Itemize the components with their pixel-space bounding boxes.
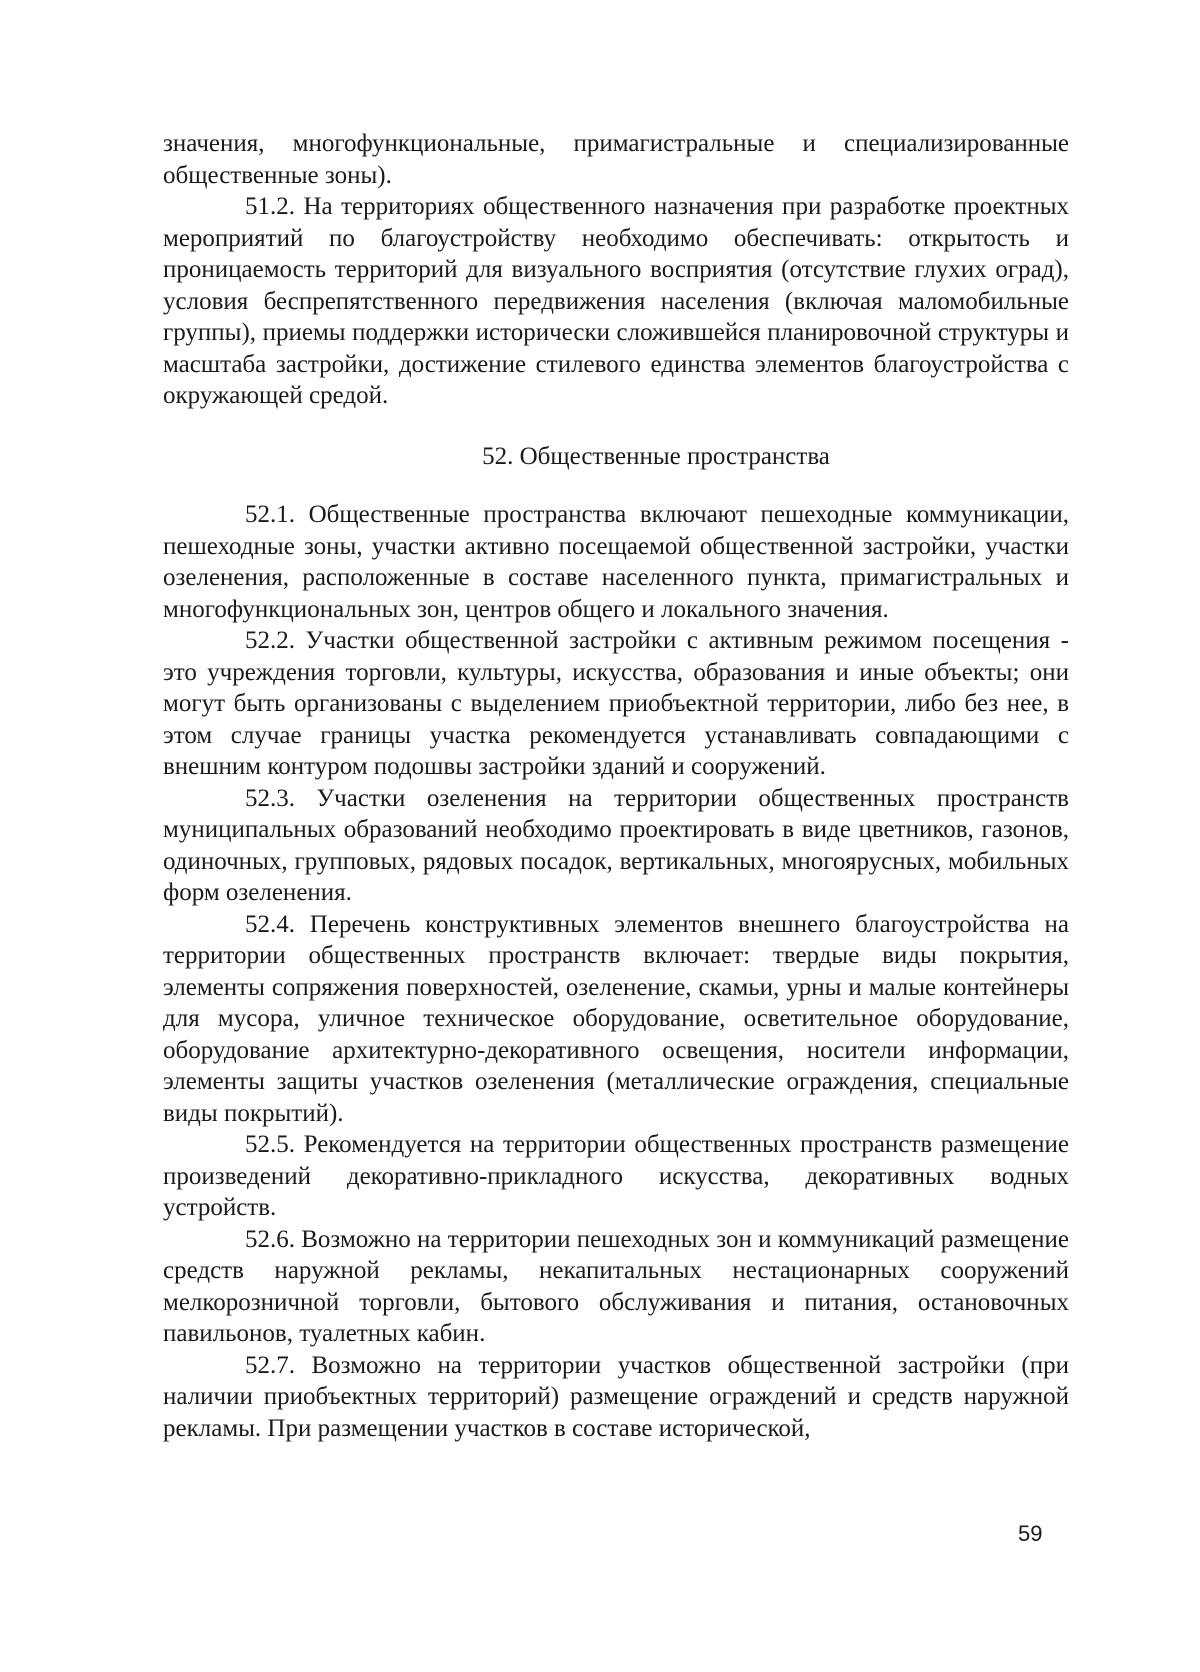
paragraph-51-2: 51.2. На территориях общественного назначения при разработке проектных мероприятий по благоустройству необходимо обеспечивать: открытость и проницаемость территорий для визуального восприятия (отсутствие глухих оград), условия беспрепятственного передвижения населения (включая маломобильные группы), приемы поддержки исторически сложившейся планировочной структуры и масштаба застройки, достижение стилевого единства элементов благоустройства с окружающей средой.	[163, 193, 1069, 409]
page-body	[163, 128, 1069, 1444]
paragraph-continued: значения, многофункциональные, примагистральные и специализированные общественные зоны).	[163, 130, 1069, 189]
section-heading: 52. Общественные пространства	[482, 442, 830, 470]
page-number: 59	[1018, 1521, 1043, 1546]
paragraph-52-2: 52.2. Участки общественной застройки с активным режимом посещения - это учреждения торговли, культуры, искусства, образования и иные объекты; они могут быть организованы с выделением приобъектной территории, либо без нее, в этом случае границы участка рекомендуется устанавливать совпадающими с внешним контуром подошвы застройки зданий и сооружений.	[163, 627, 1069, 780]
paragraph-52-4: 52.4. Перечень конструктивных элементов внешнего благоустройства на территории общественных пространств включает: твердые виды покрытия, элементы сопряжения поверхностей, озеленение, скамьи, урны и малые контейнеры для мусора, уличное техническое оборудование, осветительное оборудование, оборудование архитектурно-декоративного освещения, носители информации, элементы защиты участков озеленения (металлические ограждения, специальные виды покрытий).	[163, 910, 1069, 1127]
paragraph-52-5: 52.5. Рекомендуется на территории общественных пространств размещение произведений декоративно-прикладного искусства, декоративных водных устройств.	[163, 1131, 1069, 1221]
paragraph-52-1: 52.1. Общественные пространства включают пешеходные коммуникации, пешеходные зоны, участки активно посещаемой общественной застройки, участки озеленения, расположенные в составе населенного пункта, примагистральных и многофункциональных зон, центров общего и локального значения.	[163, 501, 1069, 623]
paragraph-52-3: 52.3. Участки озеленения на территории общественных пространств муниципальных образований необходимо проектировать в виде цветников, газонов, одиночных, групповых, рядовых посадок, вертикальных, многоярусных, мобильных форм озеленения.	[163, 784, 1069, 906]
paragraph-52-7: 52.7. Возможно на территории участков общественной застройки (при наличии приобъектных территорий) размещение ограждений и средств наружной рекламы. При размещении участков в составе исторической,	[163, 1351, 1069, 1442]
paragraph-52-6: 52.6. Возможно на территории пешеходных зон и коммуникаций размещение средств наружной рекламы, некапитальных нестационарных сооружений мелкорозничной торговли, бытового обслуживания и питания, остановочных павильонов, туалетных кабин.	[163, 1225, 1070, 1347]
